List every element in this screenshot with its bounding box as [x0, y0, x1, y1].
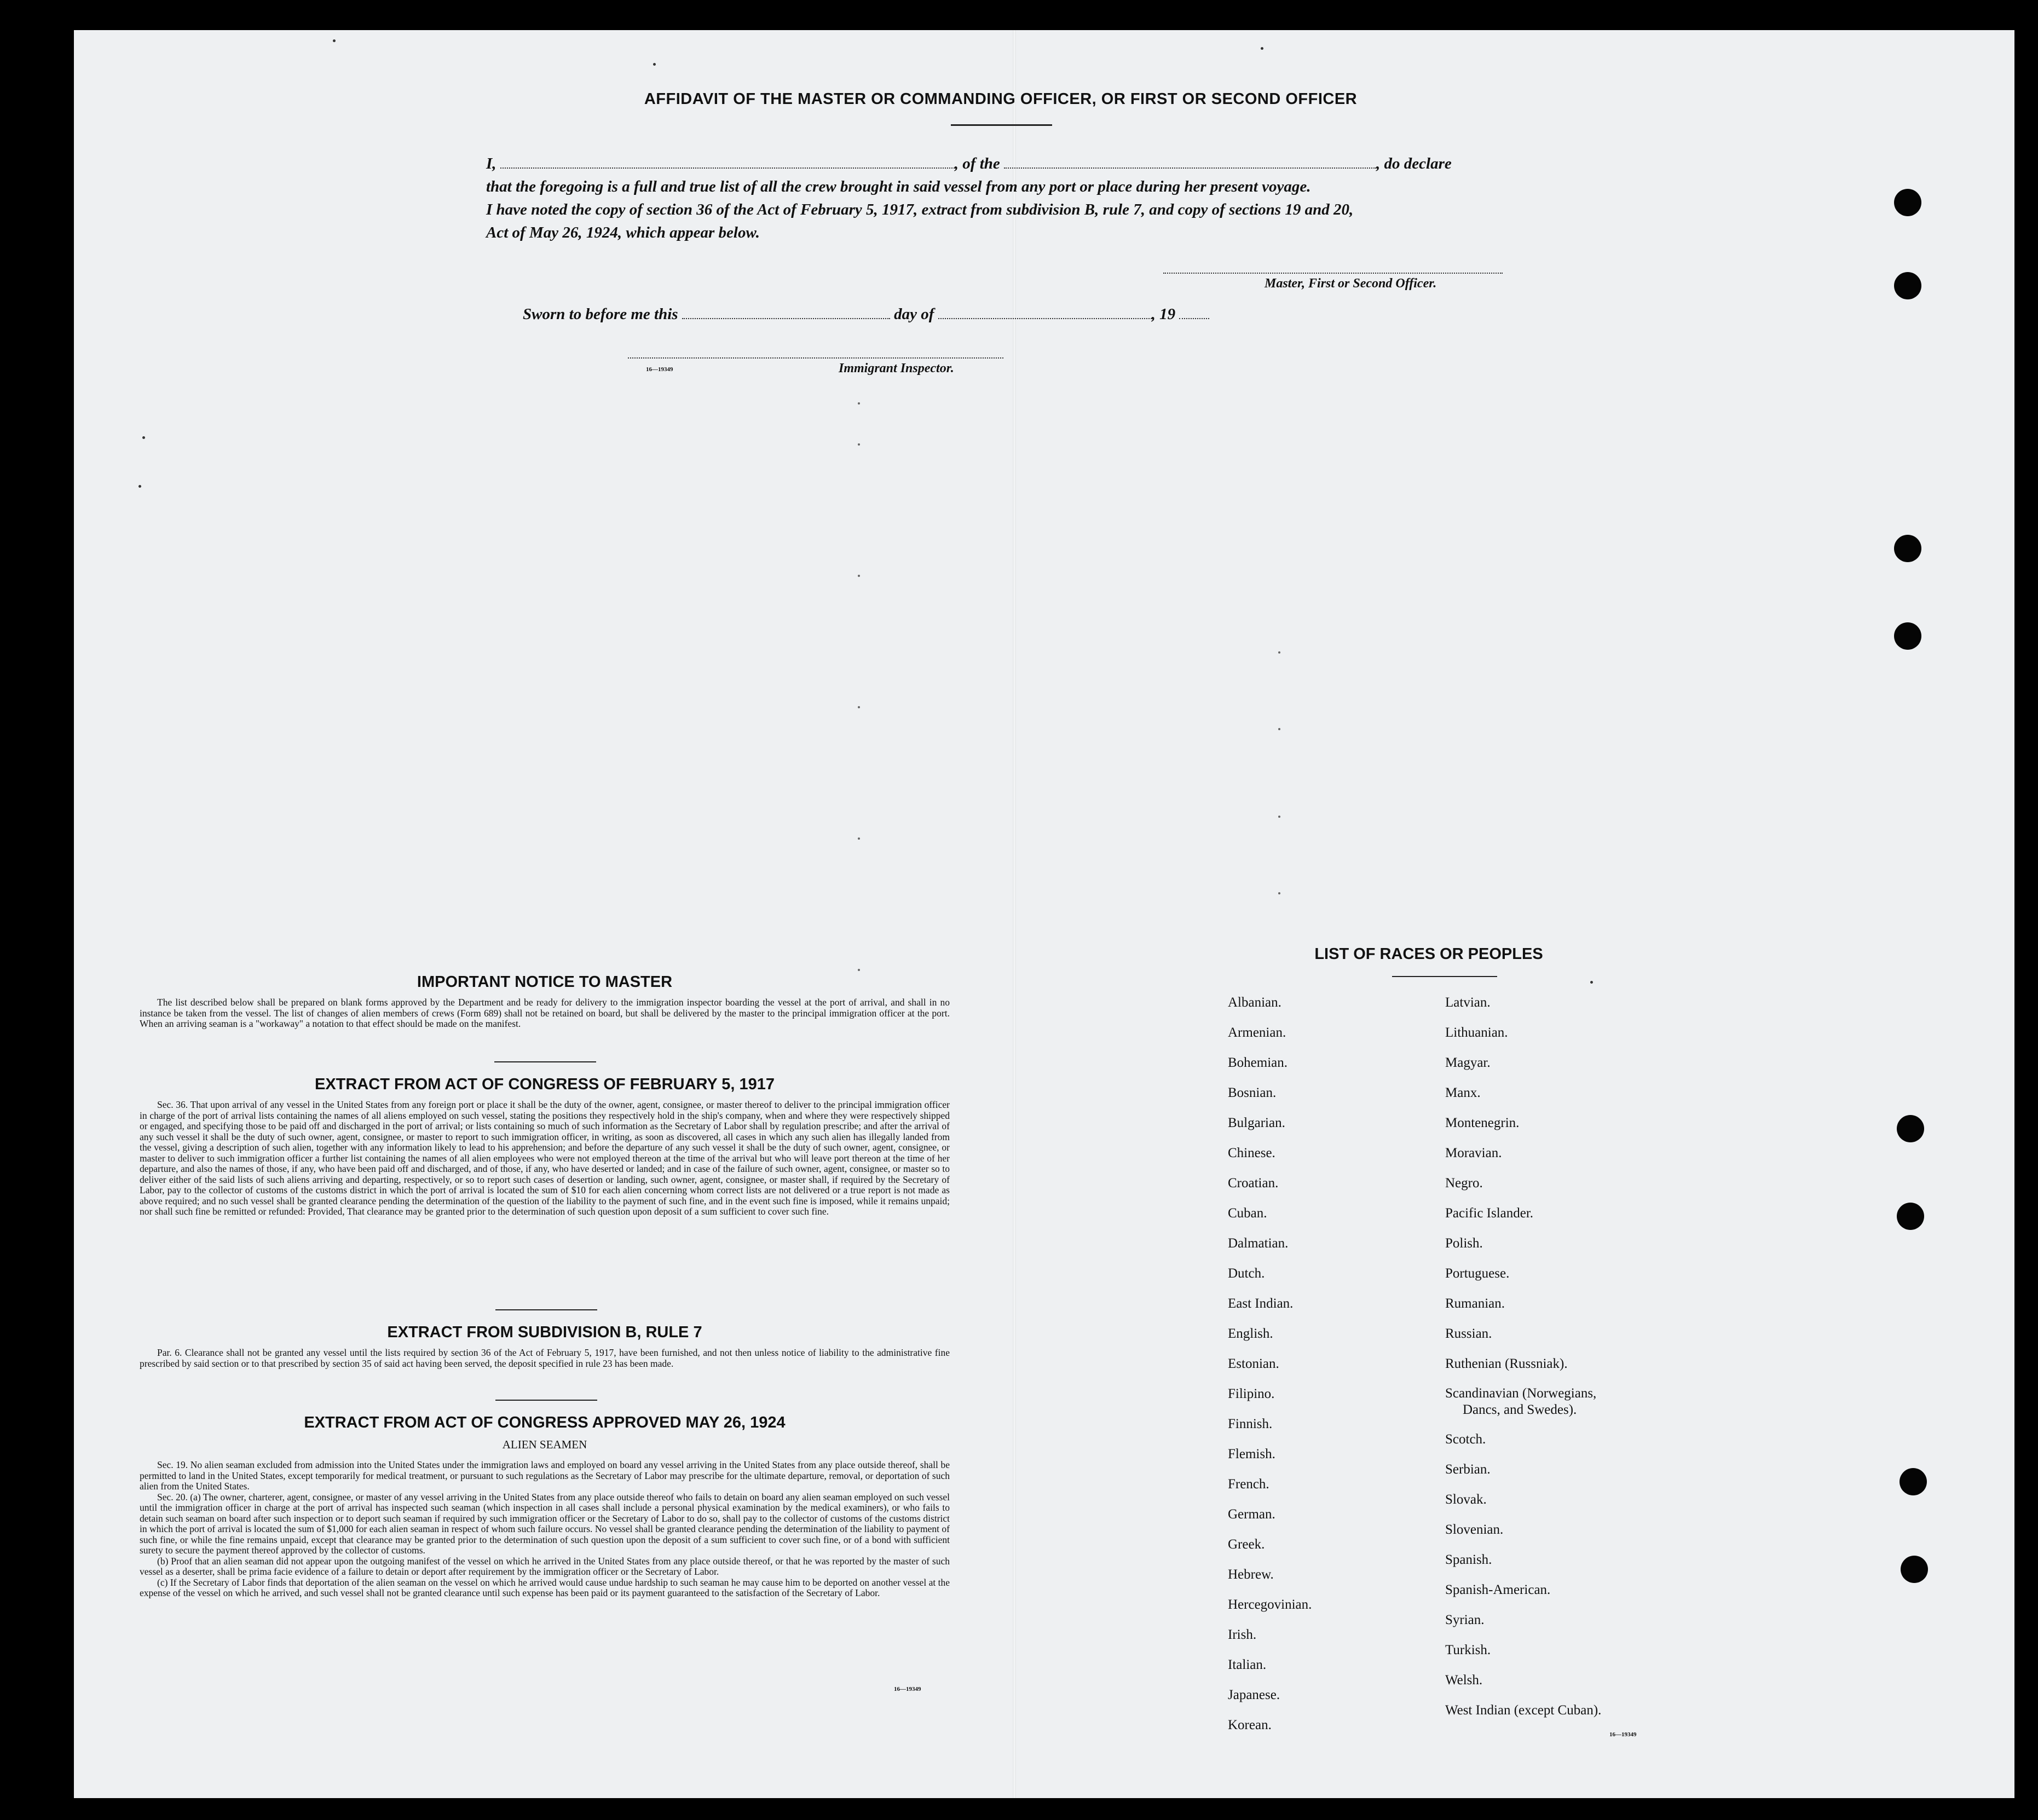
race-item: Japanese. [1228, 1688, 1280, 1702]
affidavit-title: AFFIDAVIT OF THE MASTER OR COMMANDING OFFICER, OR FIRST OR SECOND OFFICER [644, 90, 1358, 108]
race-item: Slovak. [1445, 1492, 1487, 1507]
sworn-month-blank[interactable] [938, 306, 1152, 319]
rule7-title: EXTRACT FROM SUBDIVISION B, RULE 7 [387, 1324, 702, 1341]
race-item: Bohemian. [1228, 1055, 1288, 1070]
sec20a-text: Sec. 20. (a) The owner, charterer, agent, consignee, or master of any vessel arriving in the United States from any place outside thereof who fails to detain on board any alien seaman employed on such vessel until the immigration officer in charge at the port of arrival has inspected such seaman (which inspection in all cases shall include a personal physical examination by the medical examiners), or who fails to detain such seaman on board after such inspection or to deport such seaman if required by such immigration officer or the Secretary of Labor to do so, shall pay to the collector of customs of the customs district in which the port of arrival is located the sum of $1,000 for each alien seaman in respect of whom such failure occurs. No vessel shall be granted clearance pending the determination of the liability to payment of such fine, or while the fine remains unpaid, except that clearance may be granted prior to the determination of such question upon the deposit of a sum sufficient to cover such fine, or of a bond with sufficient surety to secure the payment thereof approved by the collector of customs. [140, 1491, 950, 1556]
race-item: Croatian. [1228, 1176, 1279, 1191]
declaration-line-3: I have noted the copy of section 36 of the Act of February 5, 1917, extract from subdivision B, rule 7, and copy of sections 19 and 20, [486, 201, 1354, 218]
guide-dot [858, 706, 860, 708]
punch-hole [1894, 535, 1921, 562]
guide-dot [1278, 816, 1280, 818]
divider [495, 1309, 597, 1310]
race-item: Hebrew. [1228, 1567, 1274, 1582]
declaration-line-4: Act of May 26, 1924, which appear below. [486, 224, 760, 241]
title-underline [951, 124, 1052, 126]
race-item: Filipino. [1228, 1386, 1275, 1401]
rule7-text: Par. 6. Clearance shall not be granted any vessel until the lists required by section 36 of the Act of February 5, 1917, have been furnished, and not then unless notice of liability to the administrative fine prescribed by said section or to that prescribed by section 35 of said act having been served, the deposit specified in rule 23 has been made. [140, 1347, 950, 1369]
race-item: Scandinavian (Norwegians, [1445, 1386, 1597, 1401]
guide-dot [858, 402, 860, 405]
guide-dot [1278, 728, 1280, 730]
races-column-2 [1445, 987, 1601, 1725]
race-item: Irish. [1228, 1627, 1257, 1642]
race-item: Ruthenian (Russniak). [1445, 1356, 1568, 1371]
race-item: Russian. [1445, 1326, 1492, 1341]
speck [142, 436, 145, 439]
vessel-blank[interactable] [1004, 155, 1376, 169]
speck [138, 485, 141, 488]
punch-hole [1894, 622, 1921, 650]
race-item: Hercegovinian. [1228, 1597, 1312, 1612]
race-item: Finnish. [1228, 1417, 1273, 1431]
alien-seamen-subtitle: ALIEN SEAMEN [502, 1438, 587, 1451]
race-item: Greek. [1228, 1537, 1265, 1552]
races-title: LIST OF RACES OR PEOPLES [1314, 945, 1543, 963]
race-item: Chinese. [1228, 1146, 1275, 1160]
sworn-day-blank[interactable] [682, 306, 890, 319]
notice-title: IMPORTANT NOTICE TO MASTER [417, 973, 673, 991]
race-item: Pacific Islander. [1445, 1206, 1534, 1221]
race-item: Slovenian. [1445, 1522, 1504, 1537]
notice-text: The list described below shall be prepared on blank forms approved by the Department and be ready for delivery to the immigration inspector boarding the vessel at the port of arrival, and shall in no instance be taken from the vessel. The list of changes of alien members of crews (Form 689) shall not be retained on board, but shall be delivered by the master to the principal immigration officer at the port. When an arriving seaman is a "workaway" a notation to that effect should be made on the manifest. [140, 997, 950, 1029]
extract-1917-title: EXTRACT FROM ACT OF CONGRESS OF FEBRUARY 5, 1917 [314, 1076, 775, 1093]
punch-hole [1894, 272, 1921, 299]
race-item: Portuguese. [1445, 1266, 1510, 1281]
sec19-text: Sec. 19. No alien seaman excluded from admission into the United States under the immigration laws and employed on board any vessel arriving in the United States from any place outside thereof, shall be permitted to land in the United States, except temporarily for medical treatment, or pursuant to such regulations as the Secretary of Labor may prescribe for the ultimate departure, removal, or deportation of such alien from the United States. [140, 1459, 950, 1492]
name-blank[interactable] [500, 155, 955, 169]
sworn-text: Sworn to before me this [523, 305, 678, 323]
page-fold [1013, 30, 1016, 1798]
race-item: English. [1228, 1326, 1273, 1341]
race-item: German. [1228, 1507, 1275, 1522]
race-item: Welsh. [1445, 1673, 1483, 1688]
race-item: Moravian. [1445, 1146, 1502, 1160]
race-item: Dalmatian. [1228, 1236, 1289, 1251]
race-item: Dutch. [1228, 1266, 1265, 1281]
race-item: Serbian. [1445, 1462, 1491, 1477]
declaration-line-1 [486, 152, 1526, 175]
race-item: Turkish. [1445, 1643, 1491, 1657]
race-item: Bosnian. [1228, 1085, 1277, 1100]
races-form-number: 16—19349 [1609, 1731, 1637, 1738]
race-item: Armenian. [1228, 1025, 1286, 1040]
race-item: Manx. [1445, 1085, 1481, 1100]
speck [333, 39, 336, 42]
decl-i: I, [486, 155, 496, 172]
sec20c-text: (c) If the Secretary of Labor finds that deportation of the alien seaman on the vessel on which he arrived would cause undue hardship to such seaman he may cause him to be deported on another vessel at the expense of the vessel on which he arrived, and such vessel shall not be granted clearance until such expense has been paid or its payment guaranteed to the satisfaction of the Secretary of Labor. [140, 1576, 950, 1598]
sworn-day-of: day of [894, 305, 934, 323]
guide-dot [858, 443, 860, 446]
race-item: Syrian. [1445, 1613, 1485, 1627]
race-item: Cuban. [1228, 1206, 1267, 1221]
race-item: Spanish-American. [1445, 1582, 1551, 1597]
divider [494, 1061, 596, 1062]
guide-dot [1278, 651, 1280, 654]
decl-do-declare: , do declare [1376, 155, 1452, 172]
declaration-line-2: that the foregoing is a full and true list of all the crew brought in said vessel from any port or place during her present voyage. [486, 178, 1311, 195]
divider [495, 1400, 597, 1401]
punch-hole [1897, 1203, 1924, 1230]
inspector-signature-label: Immigrant Inspector. [839, 361, 954, 375]
punch-hole [1897, 1115, 1924, 1142]
race-item: Albanian. [1228, 995, 1281, 1010]
sec20b-text: (b) Proof that an alien seaman did not appear upon the outgoing manifest of the vessel on which he arrived in the United States from any place outside thereof, or that he was reported by the master of such vessel as a deserter, shall be prima facie evidence of a failure to detain or deport after requirement by the immigration officer or the Secretary of Labor. [140, 1555, 950, 1577]
master-signature-label: Master, First or Second Officer. [1265, 276, 1437, 291]
guide-dot [1278, 892, 1280, 894]
race-item: Scotch. [1445, 1432, 1486, 1447]
race-item: Negro. [1445, 1176, 1483, 1191]
punch-hole [1900, 1468, 1927, 1495]
race-item: Polish. [1445, 1236, 1483, 1251]
races-underline [1392, 976, 1497, 977]
inspector-signature-line[interactable] [628, 357, 1003, 359]
race-item: Rumanian. [1445, 1296, 1505, 1311]
declaration-text [486, 152, 1526, 244]
race-item: French. [1228, 1477, 1269, 1492]
race-item: Magyar. [1445, 1055, 1491, 1070]
sworn-year: , 19 [1151, 305, 1176, 323]
speck [653, 63, 656, 66]
race-item: Dancs, and Swedes). [1463, 1402, 1577, 1417]
race-item: Flemish. [1228, 1447, 1275, 1461]
speck [1590, 981, 1593, 984]
race-item: West Indian (except Cuban). [1445, 1703, 1602, 1718]
master-signature-line[interactable] [1163, 273, 1503, 274]
sworn-year-blank[interactable] [1179, 306, 1209, 319]
sworn-line [523, 303, 1563, 326]
race-item: East Indian. [1228, 1296, 1294, 1311]
form-number-bottom: 16—19349 [894, 1686, 921, 1692]
punch-hole [1894, 189, 1921, 216]
extract-1924-title: EXTRACT FROM ACT OF CONGRESS APPROVED MAY 26, 1924 [304, 1414, 786, 1431]
speck [1261, 47, 1263, 50]
race-item: Bulgarian. [1228, 1116, 1285, 1130]
punch-hole [1901, 1556, 1928, 1583]
races-column-1 [1228, 987, 1312, 1740]
race-item: Montenegrin. [1445, 1116, 1520, 1130]
guide-dot [858, 969, 860, 971]
race-item: Italian. [1228, 1657, 1267, 1672]
guide-dot [858, 837, 860, 840]
form-number: 16—19349 [646, 366, 673, 373]
decl-of-the: , of the [954, 155, 1000, 172]
race-item: Estonian. [1228, 1356, 1279, 1371]
race-item: Lithuanian. [1445, 1025, 1508, 1040]
extract-1924-body [140, 1460, 950, 1599]
extract-1917-text: Sec. 36. That upon arrival of any vessel in the United States from any foreign port or place it shall be the duty of the owner, agent, consignee, or master thereof to deliver to the principal immigration officer in charge of the port of arrival lists containing the names of all aliens employed on such vessel, stating the positions they respectively hold in the ship's company, when and where they were respectively shipped or engaged, and specifying those to be paid off and discharged in the port of arrival; or lists containing so much of such information as the Secretary of Labor shall by regulation prescribe; and after the arrival of any such vessel it shall be the duty of such owner, agent, consignee, or master to report to such immigration officer, in writing, as soon as discovered, all cases in which any such alien has illegally landed from the vessel, giving a description of such alien, together with any information likely to lead to his apprehension; and before the departure of any such vessel it shall be the duty of such owner, agent, consignee, or master to deliver to such immigration officer a further list containing the names of all alien employees who were not employed thereon at the time of the arrival but who will leave port thereon at the time of her departure, and also the names of those, if any, who have been paid off and discharged, and of those, if any, who have deserted or landed; and in case of the failure of such owner, agent, consignee, or master so to deliver either of the said lists of such aliens arriving and departing, respectively, or so to report such cases of desertion or landing, such owner, agent, consignee, or master shall, if required by the Secretary of Labor, pay to the collector of customs of the customs district in which the port of arrival is located the sum of $10 for each alien concerning whom correct lists are not delivered or a true report is not made as above required; and no such vessel shall be granted clearance pending the determination of the question of the liability to the payment of such fine, and in the event such fine is imposed, while it remains unpaid; nor shall such fine be remitted or refunded: Provided, That clearance may be granted prior to the determination of such question upon deposit of a sum sufficient to cover such fine. [140, 1099, 950, 1217]
race-item: Spanish. [1445, 1552, 1492, 1567]
race-item: Latvian. [1445, 995, 1491, 1010]
guide-dot [858, 575, 860, 577]
race-item: Korean. [1228, 1718, 1272, 1732]
